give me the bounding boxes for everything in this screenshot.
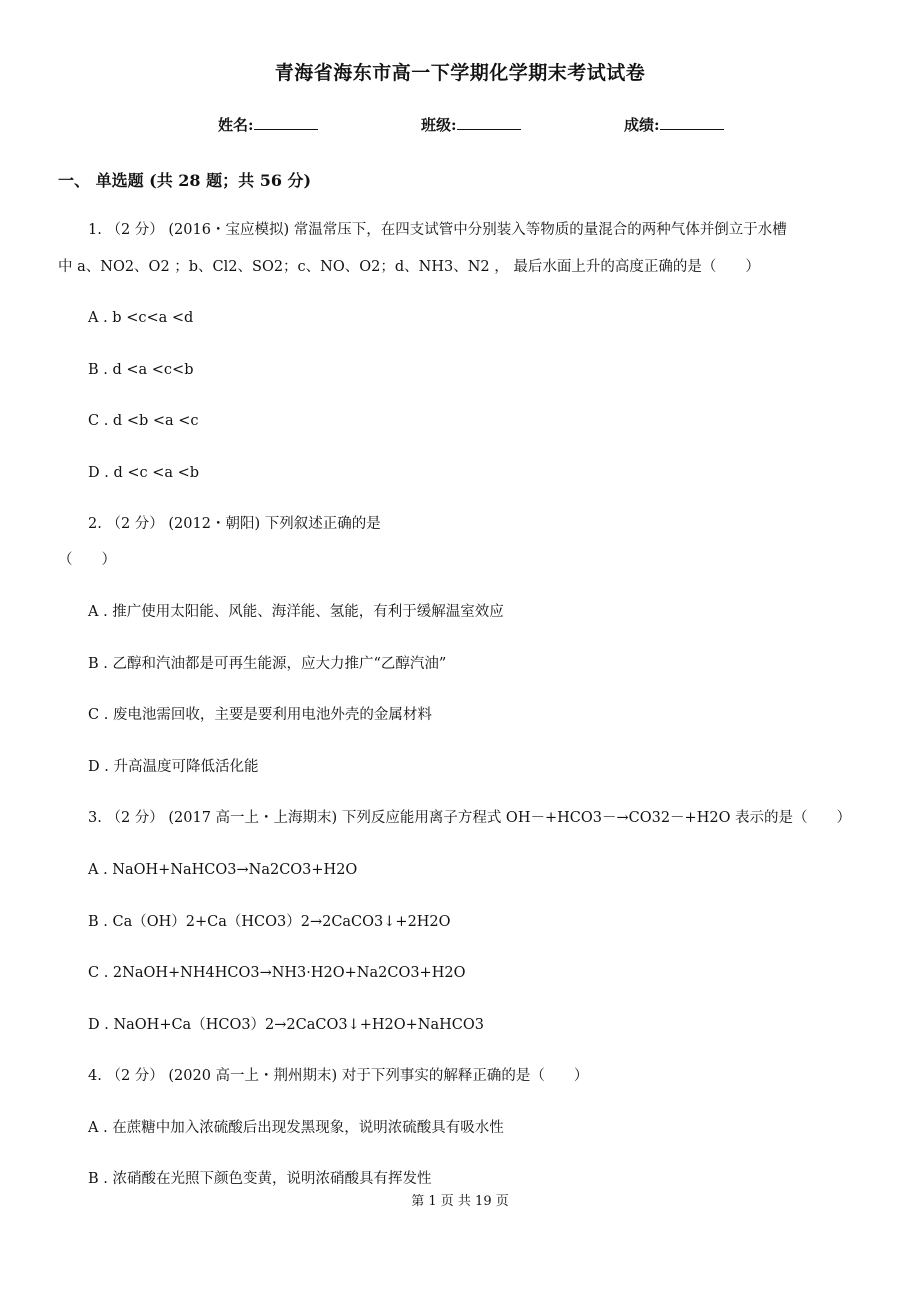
name-blank (254, 115, 318, 130)
question-4-option-b: B . 浓硝酸在光照下颜色变黄，说明浓硝酸具有挥发性 (88, 1171, 432, 1187)
question-1-stem-line1: 1. （2 分） (2016・宝应模拟) 常温常压下，在四支试管中分别装入等物质的量混合的两种气体并倒立于水槽 (88, 222, 787, 238)
question-1-option-c: C . d <b <a <c (88, 413, 199, 429)
question-3-option-a: A . NaOH+NaHCO3→Na2CO3+H2O (88, 862, 358, 878)
score-blank (660, 115, 724, 130)
question-4-stem-line1: 4. （2 分） (2020 高一上・荆州期末) 对于下列事实的解释正确的是（ ） (88, 1068, 589, 1084)
page-footer: 第 1 页 共 19 页 (411, 1194, 509, 1209)
class-field (421, 114, 521, 135)
class-blank (457, 115, 521, 130)
question-2-stem-line1: 2. （2 分） (2012・朝阳) 下列叙述正确的是 (88, 516, 381, 532)
question-1-option-b: B . d <a <c<b (88, 362, 194, 378)
name-field (218, 114, 318, 135)
question-2-option-b: B . 乙醇和汽油都是可再生能源，应大力推广“乙醇汽油” (88, 656, 447, 672)
question-1-option-d: D . d <c <a <b (88, 465, 200, 481)
question-2-option-a: A . 推广使用太阳能、风能、海洋能、氢能，有利于缓解温室效应 (88, 604, 504, 620)
name-label: 姓名: (218, 116, 254, 134)
question-1-stem-line2: 中 a、NO2、O2 ；b、Cl2、SO2；c、NO、O2；d、NH3、N2 ， 最后水面上升的高度正确的是（ ） (58, 259, 760, 275)
exam-title: 青海省海东市高一下学期化学期末考试试卷 (274, 62, 646, 84)
student-info-row (0, 114, 920, 138)
section-heading: 一、 单选题 (共 28 题；共 56 分) (58, 171, 312, 190)
question-2-option-d: D . 升高温度可降低活化能 (88, 759, 259, 775)
question-3-option-d: D . NaOH+Ca（HCO3）2→2CaCO3↓+H2O+NaHCO3 (88, 1017, 484, 1033)
question-3-stem-line1: 3. （2 分） (2017 高一上・上海期末) 下列反应能用离子方程式 OH－+HCO3－→CO32－+H2O 表示的是（ ） (88, 810, 852, 826)
question-3-option-c: C . 2NaOH+NH4HCO3→NH3·H2O+Na2CO3+H2O (88, 965, 466, 981)
score-label: 成绩: (624, 116, 660, 134)
class-label: 班级: (421, 116, 457, 134)
question-2-stem-line2: （ ） (58, 552, 116, 568)
question-2-option-c: C . 废电池需回收，主要是要利用电池外壳的金属材料 (88, 707, 432, 723)
question-3-option-b: B . Ca（OH）2+Ca（HCO3）2→2CaCO3↓+2H2O (88, 914, 451, 930)
question-4-option-a: A . 在蔗糖中加入浓硫酸后出现发黑现象，说明浓硫酸具有吸水性 (88, 1120, 504, 1136)
question-1-option-a: A . b <c<a <d (88, 310, 194, 326)
score-field (624, 114, 724, 135)
